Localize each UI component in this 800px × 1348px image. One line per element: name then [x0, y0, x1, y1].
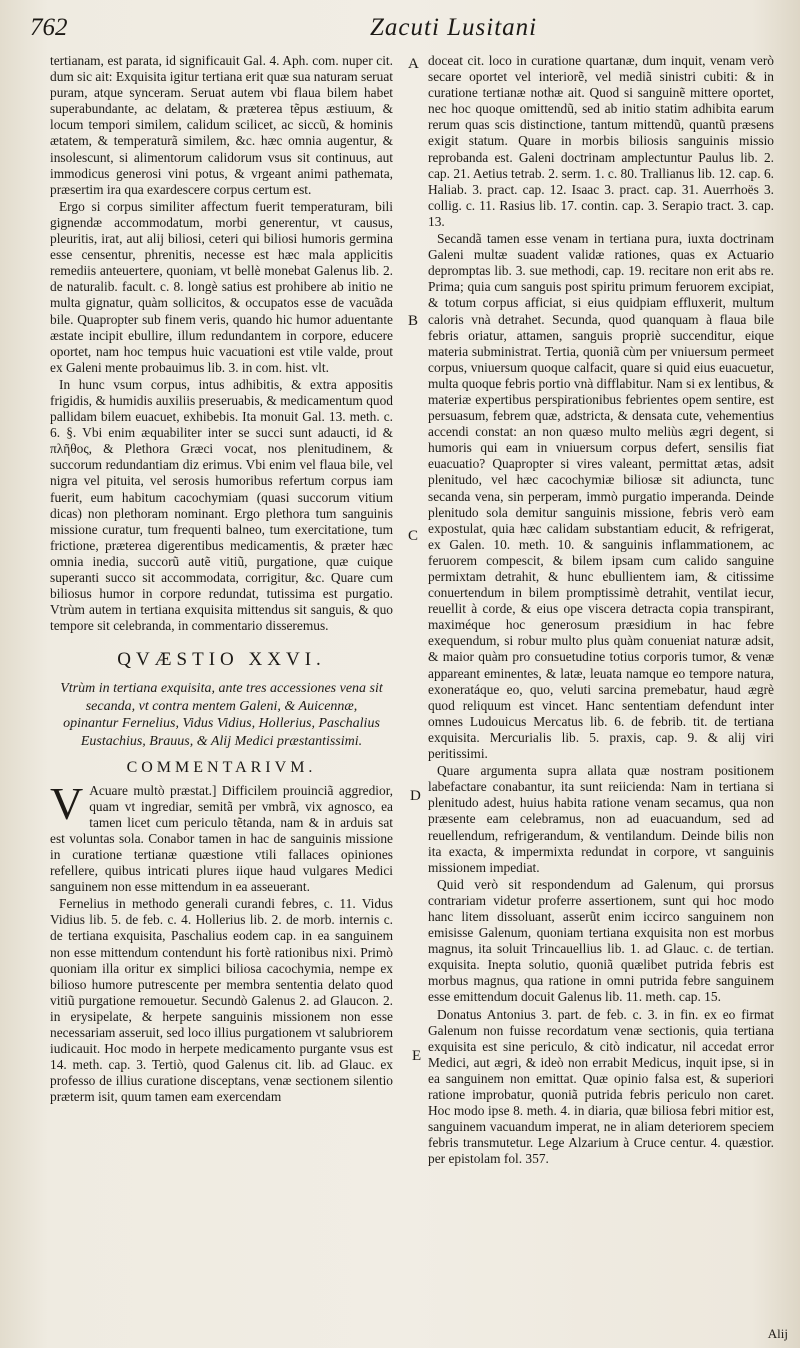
commentarium-heading: COMMENTARIVM.: [126, 759, 317, 777]
right-paragraph-5: Donatus Antonius 3. part. de feb. c. 3. in fin. ex eo firmat Galenum non fuisse recordatum venæ sectionis, quia tertiana exquisita est sine periculo, & citò indicatur, nil accedat error Medici, aut ægri, & ideò non errabit Medicus, inquit ipse, si in ea sanguinem non emittat. Quæ opinio falsa est, & superiori ratione improbatur, quoniã putrida febris periculo non caret. Hoc modo ipse 8. meth. 4. in diaria, quæ biliosa febri mitior est, sanguinem vacuandum imperat, ne in aliam deteriorem speciem febris transmutetur. Lege Alzarium à Cruce centur. 4. quæstior. per epistolam fol. 357.: [428, 1006, 774, 1167]
right-column: [428, 53, 774, 1328]
margin-letter-b: B: [408, 313, 419, 329]
margin-letter-d: D: [410, 788, 421, 804]
margin-letter-e: E: [412, 1048, 422, 1064]
left-paragraph-4: [50, 777, 393, 896]
right-paragraph-1: doceat cit. loco in curatione quartanæ, dum inquit, venam verò secare oportet vel interiorẽ, vel mediã sinistri cubiti: & in curatione tertianæ nothæ ait. Quod si sanguinẽ mittere oportet, nec hoc quoque omittendũ, sed ab initio statim adhibita earum rerum quas scis distinctione, tantum mittendũ, quantũ præsens exigit statum. Quare in morbis biliosis sanguinis missio reprobanda est. Galeni doctrinam amplectuntur Paulus lib. 2. cap. 21. Aetius tetrab. 2. serm. 1. c. 80. Trallianus lib. 12. cap. 6. Haliab. 3. pract. cap. 12. Isaac 3. pract. cap. 31. Auerrhoës 3. collig. c. 11. Rasius lib. 17. contin. cap. 3. Serapio tract. 3. cap. 13.: [428, 53, 774, 229]
left-paragraph-1: tertianam, est parata, id significauit Gal. 4. Aph. com. nuper cit. dum sic ait: Exquisita igitur tertiana erit quæ sua naturam seruat puram, atque synceram. Seruat autem vbi flaua bilem habet superabundante, ac delatam, & præterea tẽpus æstiuum, & locum tempori similem, calidum scilicet, ac siccũ, & hominis ætatem, & temperaturã similem, &c. hæc omnia augentur, & insolescunt, si alimentorum calidorum vsus sit continuus, aut immodicus generosi vini potus, & vrgeant animi pathemata, præsertim ira qua exardescere corpus certum est.: [50, 53, 393, 197]
drop-cap: V: [50, 777, 84, 829]
left-paragraph-5: Fernelius in methodo generali curandi febres, c. 11. Vidus Vidius lib. 5. de feb. c. 4. Hollerius lib. 2. de morb. internis c. de tertiana exquisita, Paschalius eodem cap. in ea sanguinem non esse mittendum contendunt his fortè rationibus nixi. Primò quoniam illa oritur ex simplici biliosa cacochymia, nempe ex bilioso humore putrescente per membra sententia delato quod vitiũ purgatione remouetur. Secundò Galenus 2. ad Glaucon. 2. in erysipelate, & herpete sanguinis missionem non esse necessariam asseruit, sed loco illius purgationem vt salubriorem iudicauit. Hoc modo in herpete medicamento purgante vsus est 14. meth. cap. 3. Tertiò, quod Galenus cit. lib. ad Glauc. ex professo de illius curatione disceptans, venæ sectionem silentio præterm isit, quum tamen eam exercendam: [50, 896, 393, 1105]
right-paragraph-4: Quid verò sit respondendum ad Galenum, qui prorsus contrariam videtur proferre assertionem, sunt qui hoc modo hanc litem dissoluant, asserũt enim iccirco sanguinem non emisisse Galenum, quoniam tertiana exquisita non est morbus magnus, ita soluit Trincauellius lib. 1. ad Glauc. c. de tertian. exquisita. Inepta solutio, quoniã quælibet putrida febris est morbus magnus, qua ratione in omni putrida febre sanguinem esse emittendum docuit Galenus lib. 11. meth. cap. 15.: [428, 876, 774, 1005]
quaestio-question: Vtrùm in tertiana exquisita, ante tres accessiones vena sit secanda, vt contra mentem Galeni, & Auicennæ, opinantur Fernelius, Vidus Vidius, Hollerius, Paschalius Eustachius, Brauus, & Alij Medici præstantissimi.: [60, 681, 383, 749]
left-paragraph-2: Ergo si corpus similiter affectum fuerit temperaturam, bili gignendæ accommodatum, morbi generentur, vt causus, pleuritis, irat, aut alij biliosi, ceteri qui biliosi humoris germina esse censentur, phrenitis, necesse est hæc mala applicitis remediis anteuertere, quoniam, vt bellè monebat Galenus lib. 2. de naturalib. facult. c. 8. longè satius est prohibere ab initio ne multa gignatur, quàm sollicitos, & occupatos esse de vacuãda bile. Quapropter sub finem veris, quando hic humor aduentante æstate incipit ebullire, illum redundantem in corpore, educere oportet, nam hoc tempus huic vacuationi est vtile valde, prout ex Galeni mente probauimus lib. 3. in com. hist. vlt.: [50, 198, 393, 375]
page-header: [30, 14, 770, 50]
left-paragraph-4-text: Acuare multò præstat.] Difficilem prouinciã aggredior, quam vt ingrediar, semitã per vmbrã, vix agnosco, ea tamen licet cum periculo tẽtanda, nam & in arduis sat est voluntas sola. Conabor tamen in hac de sanguinis missione in curatione tertianæ quæstione vtili fallaces opiniones refellere, quibus intricati plures iique haud vulgares Medici sanguinem non esse mittendum in ea asseuerant.: [50, 782, 393, 895]
right-paragraph-3: Quare argumenta supra allata quæ nostram positionem labefactare conabantur, ita sunt reiicienda: Nam in tertiana si plenitudo adest, huius habita ratione venam secamus, qua non præsente eam celebramus, non ad euacuandum, sed ad reuellendum, refrigerandum, & ventilandum. Deinde bilis non ita exacta, & impermixta redundat in corpore, vt sanguinis missionem impediat.: [428, 763, 774, 875]
right-paragraph-2: Secandã tamen esse venam in tertiana pura, iuxta doctrinam Galeni multæ suadent validæ rationes, quas ex Actuario depromptas lib. 3. sue methodi, cap. 19. recitare non erit abs re. Prima; quia cum sanguis post spiritu primum feruorem excipiat, & totum corpus afficiat, si eius quidpiam effluxerit, multum caloris vnà detrahet. Secunda, quod quanquam à flaua bile febris oriatur, attamen, sanguis propriè succenditur, eique materia subministrat. Tertia, quoniã cùm per vniuersum permeet corpus, vniuersum quoque calfacit, quare si quid eius euacuetur, multa quoque febris portio vnà difflabitur. Nam si ex lentibus, & materiæ expertibus perspirationibus febrientes opem sentire, est persuasum, febrem quæ, adstricta, & densata cute, vehementius accendi constat: an non quæso multo meliùs ægri degent, si humoris qui eam in vniuersum corpus defert, sensilis fiat euacuatio? Quapropter si vires valeant, permittat ætas, adsit plenitudo, vel hæc cacochymiæ biliosæ sit adiuncta, tunc secanda vena, sin perperam, immò purgatio imperanda. Deinde plenitudo sola demitur sanguinis missione, febris verò eam expostulat, quia hæc calidam substantiam educit, & refrigerat, ex Galen. 10. meth. 10. & sanguinis inflammationem, ac feruorem compescit, & bilem ipsam cum calido sanguine permixtam detrahit, & hunc ebullientem iam, & citissime conuertendum in bilem promptissimè detrahit, ventilat iecur, reuellit à corde, & eius ope viscera detracta copia transpirant, maximéque hoc generosum præsidium in hac febre exequendum, si robur multo plus quàm conueniat naturæ adsit, & maior quàm pro consuetudine totius corporis tumor, & venæ appareant eminentes, & latæ, leuata namque eo tempore natura, exoneratáque eo, quo, veluti sarcina premebatur, haud ægrè quod reliquum est vincet. Hanc sententiam defendunt inter omnes Ludouicus Mercatus lib. 6. de febrib. tit. de tertiana exquisita. Mercurialis lib. 5. praxis, cap. 9. & alij viri peritissimi.: [428, 231, 774, 762]
running-title: Zacuti Lusitani: [370, 14, 538, 41]
left-paragraph-3: In hunc vsum corpus, intus adhibitis, & extra appositis frigidis, & humidis auxiliis preseruabis, & medicamentum quod pallidam bilem euacuet, exhibebis. Ita monuit Gal. 13. meth. c. 6. §. Vbi enim æquabiliter inter se succi sunt adaucti, id & πλῆθος, & Plethora Græci vocat, nos plenitudinem, & succorum redundantiam diz erimus. Vbi enim vel flaua bile, vel nigra vel pituita, vel serosis humoribus refertum corpus iam fuerit, eum habitum cacochymiam (quasi succorum vitium dicas) non plethoram nominant. Ergo plethora tum sanguinis missione curatur, tum frequenti balneo, tum exercitatione, tum frictione, præterea digerentibus medicamentis, & præter hæc omnia inedia, succorũ autẽ vitiũ, purgatione, quæ cuique superanti succo sit accommodata, corrigitur, &c. Quare cum biliosus humor in corpore redundat, tutissima est purgatio. Vtrùm autem in tertiana exquisita mittendus sit sanguis, & quo tempore sit celebranda, in commentario disseremus.: [50, 376, 393, 634]
quaestio-heading: QVÆSTIO XXVI.: [117, 649, 326, 671]
left-column: [50, 53, 393, 1328]
catchword: Alij: [767, 1326, 788, 1341]
page-number: 762: [30, 14, 68, 41]
margin-letter-c: C: [408, 528, 419, 544]
margin-letter-a: A: [408, 56, 419, 72]
